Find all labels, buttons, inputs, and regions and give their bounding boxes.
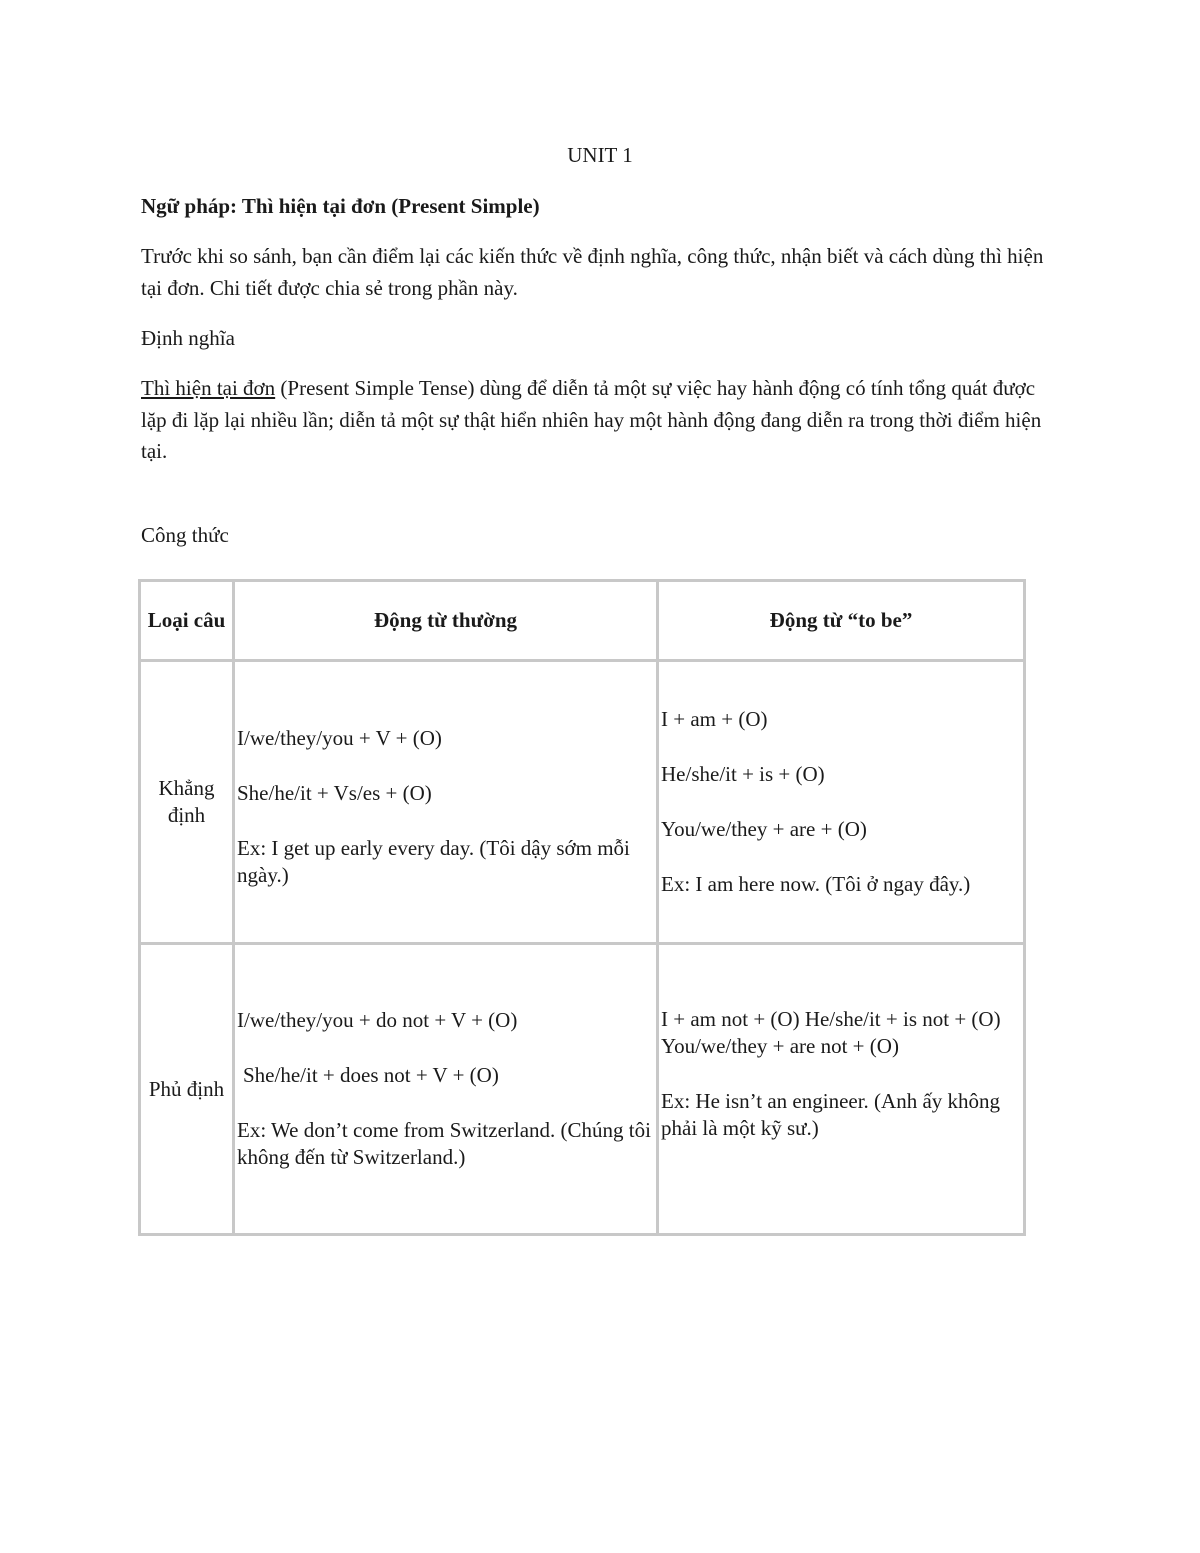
definition-term: Thì hiện tại đơn [141,376,276,400]
negative-regular-example: Ex: We don’t come from Switzerland. (Chúng tôi không đến từ Switzerland.) [237,1118,651,1170]
affirmative-to-be-example: Ex: I am here now. (Tôi ở ngay đây.) [661,872,971,897]
intro-paragraph: Trước khi so sánh, bạn cần điểm lại các kiến thức về định nghĩa, công thức, nhận biết và cách dùng thì hiện tại đơn. Chi tiết được chia sẻ trong phần này. [141,244,1044,300]
affirmative-regular-example: Ex: I get up early every day. (Tôi dậy sớm mỗi ngày.) [237,836,630,888]
negative-to-be-example: Ex: He isn’t an engineer. (Anh ấy không phải là một kỹ sư.) [661,1089,1001,1141]
table-row-negative [140,944,1025,1235]
definition-text: (Present Simple Tense) dùng để diễn tả một sự việc hay hành động có tính tổng quát được lặp đi lặp lại nhiều lần; diễn tả một sự thật hiển nhiên hay một hành động đang diễn ra trong thời điểm hiện tại. [141,376,1042,463]
header-regular-verb: Động từ thường [234,581,658,661]
negative-type: Phủ định [140,944,234,1235]
affirmative-regular-cell [234,661,658,944]
affirmative-to-be-formula: You/we/they + are + (O) [661,817,867,842]
header-to-be: Động từ “to be” [658,581,1025,661]
unit-title: UNIT 1 [567,143,633,167]
negative-to-be-formula: I + am not + (O) He/she/it + is not + (O) You/we/they + are not + (O) [661,1007,1001,1059]
grammar-heading: Ngữ pháp: Thì hiện tại đơn (Present Simple) [141,194,540,218]
negative-regular-cell [234,944,658,1235]
definition-label: Định nghĩa [141,326,235,350]
negative-regular-formula: She/he/it + does not + V + (O) [243,1063,499,1088]
affirmative-regular-formula: I/we/they/you + V + (O) [237,726,442,751]
affirmative-to-be-formula: He/she/it + is + (O) [661,762,825,787]
header-sentence-type: Loại câu [140,581,234,661]
affirmative-to-be-formula: I + am + (O) [661,707,768,732]
formula-label: Công thức [141,523,229,547]
definition-paragraph [141,373,1061,468]
formula-table [138,579,1026,1236]
table-row-affirmative [140,661,1025,944]
table-header-row [140,581,1025,661]
affirmative-type: Khẳng định [140,661,234,944]
negative-regular-formula: I/we/they/you + do not + V + (O) [237,1008,518,1033]
negative-to-be-cell [658,944,1025,1235]
affirmative-regular-formula: She/he/it + Vs/es + (O) [237,781,432,806]
affirmative-to-be-cell [658,661,1025,944]
